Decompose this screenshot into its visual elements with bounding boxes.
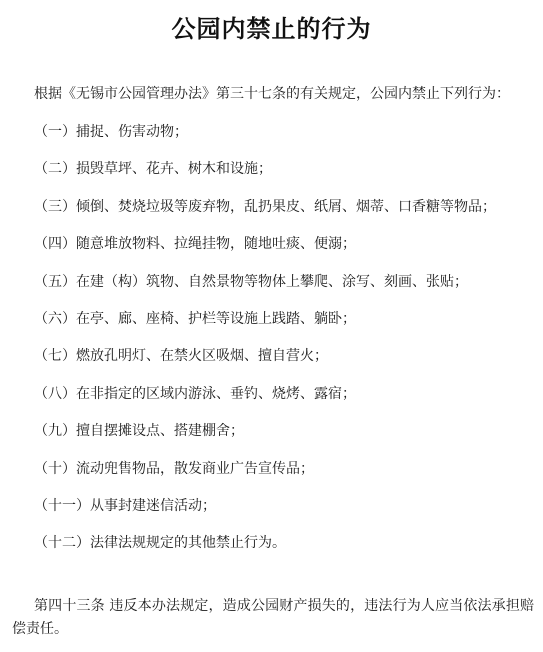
closing-paragraph: 第四十三条 违反本办法规定，造成公园财产损失的，违法行为人应当依法承担赔偿责任。 <box>12 598 534 637</box>
prohibited-items-list <box>34 122 534 571</box>
list-item: （九）擅自摆摊设点、搭建棚舍； <box>34 423 244 440</box>
page-title: 公园内禁止的行为 <box>171 15 372 43</box>
list-item: （五）在建（构）筑物、自然景物等物体上攀爬、涂写、刻画、张贴； <box>34 273 468 290</box>
list-item: （二）损毁草坪、花卉、树木和设施； <box>34 161 272 178</box>
list-item: （十二）法律法规规定的其他禁止行为。 <box>34 535 286 552</box>
list-item: （三）倾倒、焚烧垃圾等废弃物，乱扔果皮、纸屑、烟蒂、口香糖等物品； <box>34 198 496 215</box>
list-item: （七）燃放孔明灯、在禁火区吸烟、擅自营火； <box>34 348 328 365</box>
list-item: （十一）从事封建迷信活动； <box>34 497 216 514</box>
list-item: （八）在非指定的区域内游泳、垂钓、烧烤、露宿； <box>34 385 356 402</box>
list-item: （十）流动兜售物品，散发商业广告宣传品； <box>34 460 314 477</box>
list-item: （六）在亭、廊、座椅、护栏等设施上践踏、躺卧； <box>34 310 356 327</box>
intro-paragraph: 根据《无锡市公园管理办法》第三十七条的有关规定，公园内禁止下列行为： <box>34 86 510 102</box>
list-item: （一）捕捉、伤害动物； <box>34 124 188 140</box>
list-item: （四）随意堆放物料、拉绳挂物，随地吐痰、便溺； <box>34 236 356 253</box>
